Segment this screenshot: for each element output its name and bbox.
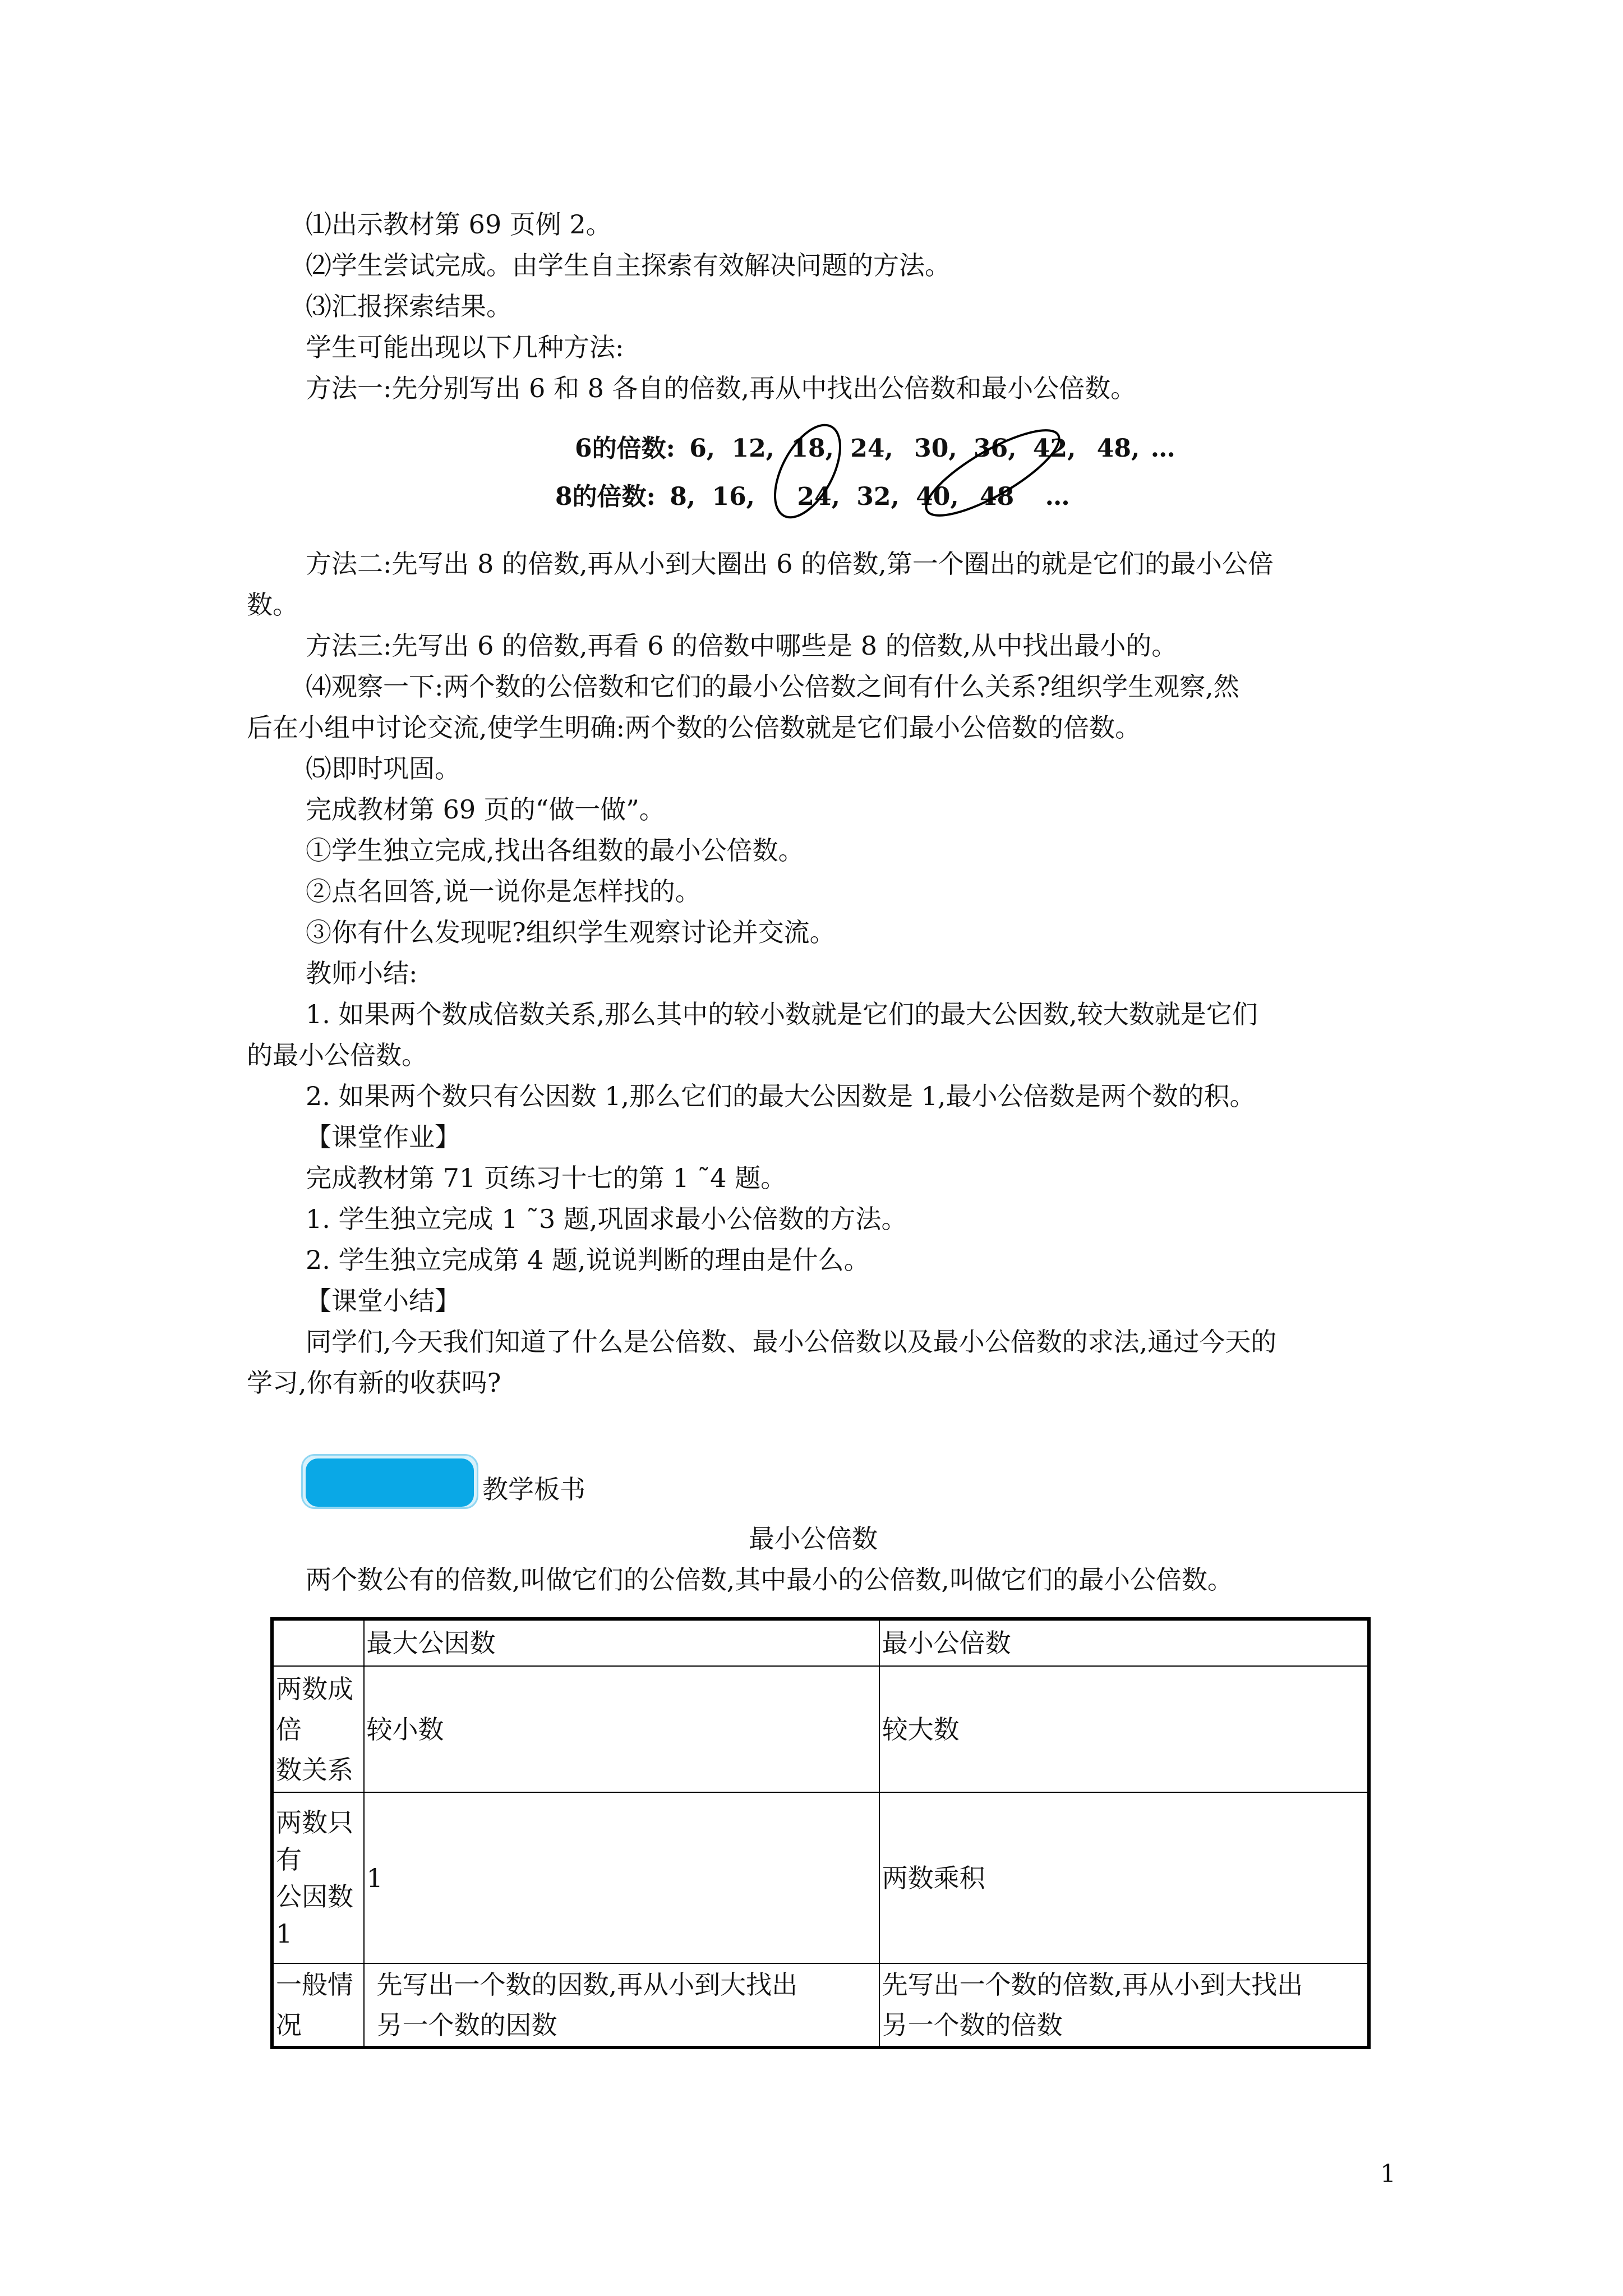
table-cell: 先写出一个数的因数,再从小到大找出 另一个数的因数 [364, 1963, 879, 2047]
section-heading: 【课堂作业】 [306, 1122, 460, 1152]
text-line: 1. 学生独立完成 1 ˜3 题,巩固求最小公倍数的方法。 [306, 1204, 907, 1234]
board-title: 最小公倍数 [749, 1524, 878, 1554]
text-line: 后在小组中讨论交流,使学生明确:两个数的公倍数就是它们最小公倍数的倍数。 [247, 712, 1141, 743]
circle-24 [762, 415, 854, 527]
table-header-cell: 最小公倍数 [879, 1619, 1369, 1666]
multiple-value: 16, [712, 482, 755, 511]
common-multiple-circles [0, 0, 1623, 561]
section-badge [306, 1458, 474, 1507]
ellipsis: … [1045, 482, 1070, 511]
text-line: 学习,你有新的收获吗? [247, 1368, 501, 1398]
row-label-cell: 两数成 倍 数关系 [272, 1666, 364, 1792]
text-line: ⑶汇报探索结果。 [306, 291, 512, 321]
multiple-value: 12, [731, 434, 775, 463]
table-row [272, 1963, 1369, 2047]
multiples-label: 6的倍数: [575, 434, 675, 463]
row-label-cell: 两数只 有 公因数 1 [272, 1792, 364, 1963]
multiple-value: 36, [974, 434, 1017, 463]
multiple-value: 32, [856, 482, 900, 511]
multiple-value: 18, [791, 434, 834, 463]
table-row [272, 1666, 1369, 1792]
multiple-value: 48 [980, 482, 1015, 511]
table-cell: 两数乘积 [879, 1792, 1369, 1963]
multiple-value: 42, [1032, 434, 1076, 463]
text-line: 完成教材第 69 页的“做一做”。 [306, 794, 665, 825]
multiple-value: 30, [914, 434, 957, 463]
multiple-value: 8, [670, 482, 696, 511]
text-line: 2. 学生独立完成第 4 题,说说判断的理由是什么。 [306, 1245, 870, 1275]
text-line: 同学们,今天我们知道了什么是公倍数、最小公倍数以及最小公倍数的求法,通过今天的 [306, 1327, 1277, 1357]
table-cell: 1 [364, 1792, 879, 1963]
multiples-label: 8的倍数: [555, 482, 656, 511]
multiple-value: 48, [1096, 434, 1140, 463]
text-line: ①学生独立完成,找出各组数的最小公倍数。 [306, 835, 804, 866]
row-label-cell: 一般情 况 [272, 1963, 364, 2047]
comparison-table [270, 1617, 1371, 2049]
text-line: 1. 如果两个数成倍数关系,那么其中的较小数就是它们的最大公因数,较大数就是它们 [306, 999, 1258, 1029]
text-line: ②点名回答,说一说你是怎样找的。 [306, 876, 701, 907]
text-line: ③你有什么发现呢?组织学生观察讨论并交流。 [306, 917, 836, 947]
circle-48 [916, 416, 1069, 530]
table-header-row [272, 1619, 1369, 1666]
text-line: ⑸即时巩固。 [306, 753, 460, 784]
text-line: 方法二:先写出 8 的倍数,再从小到大圈出 6 的倍数,第一个圈出的就是它们的最小公倍 [306, 549, 1274, 579]
table-cell: 较小数 [364, 1666, 879, 1792]
table-header-cell: 最大公因数 [364, 1619, 879, 1666]
text-line: 学生可能出现以下几种方法: [306, 332, 624, 362]
text-line: 2. 如果两个数只有公因数 1,那么它们的最大公因数是 1,最小公倍数是两个数的积。 [306, 1081, 1256, 1111]
text-line: 数。 [247, 590, 298, 620]
table-cell: 先写出一个数的倍数,再从小到大找出 另一个数的倍数 [879, 1963, 1369, 2047]
multiple-value: 6, [689, 434, 716, 463]
text-line: 方法三:先写出 6 的倍数,再看 6 的倍数中哪些是 8 的倍数,从中找出最小的。 [306, 631, 1178, 661]
multiple-value: 24, [850, 434, 893, 463]
text-line: ⑵学生尝试完成。由学生自主探索有效解决问题的方法。 [306, 250, 951, 280]
table-row [272, 1792, 1369, 1963]
text-line: 方法一:先分别写出 6 和 8 各自的倍数,再从中找出公倍数和最小公倍数。 [306, 373, 1137, 403]
multiple-value: 24, [797, 482, 840, 511]
table-cell [272, 1619, 364, 1666]
table-cell: 较大数 [879, 1666, 1369, 1792]
page-number: 1 [1380, 2160, 1396, 2188]
text-line: 完成教材第 71 页练习十七的第 1 ˜4 题。 [306, 1163, 787, 1193]
text-line: 的最小公倍数。 [247, 1040, 427, 1070]
board-section-label: 教学板书 [482, 1474, 585, 1504]
section-heading: 【课堂小结】 [306, 1286, 460, 1316]
text-line: ⑴出示教材第 69 页例 2。 [306, 209, 612, 240]
text-line: 教师小结: [306, 958, 418, 988]
text-line: ⑷观察一下:两个数的公倍数和它们的最小公倍数之间有什么关系?组织学生观察,然 [306, 671, 1239, 702]
board-definition: 两个数公有的倍数,叫做它们的公倍数,其中最小的公倍数,叫做它们的最小公倍数。 [306, 1565, 1233, 1595]
ellipsis: … [1150, 434, 1175, 463]
multiple-value: 40, [916, 482, 959, 511]
